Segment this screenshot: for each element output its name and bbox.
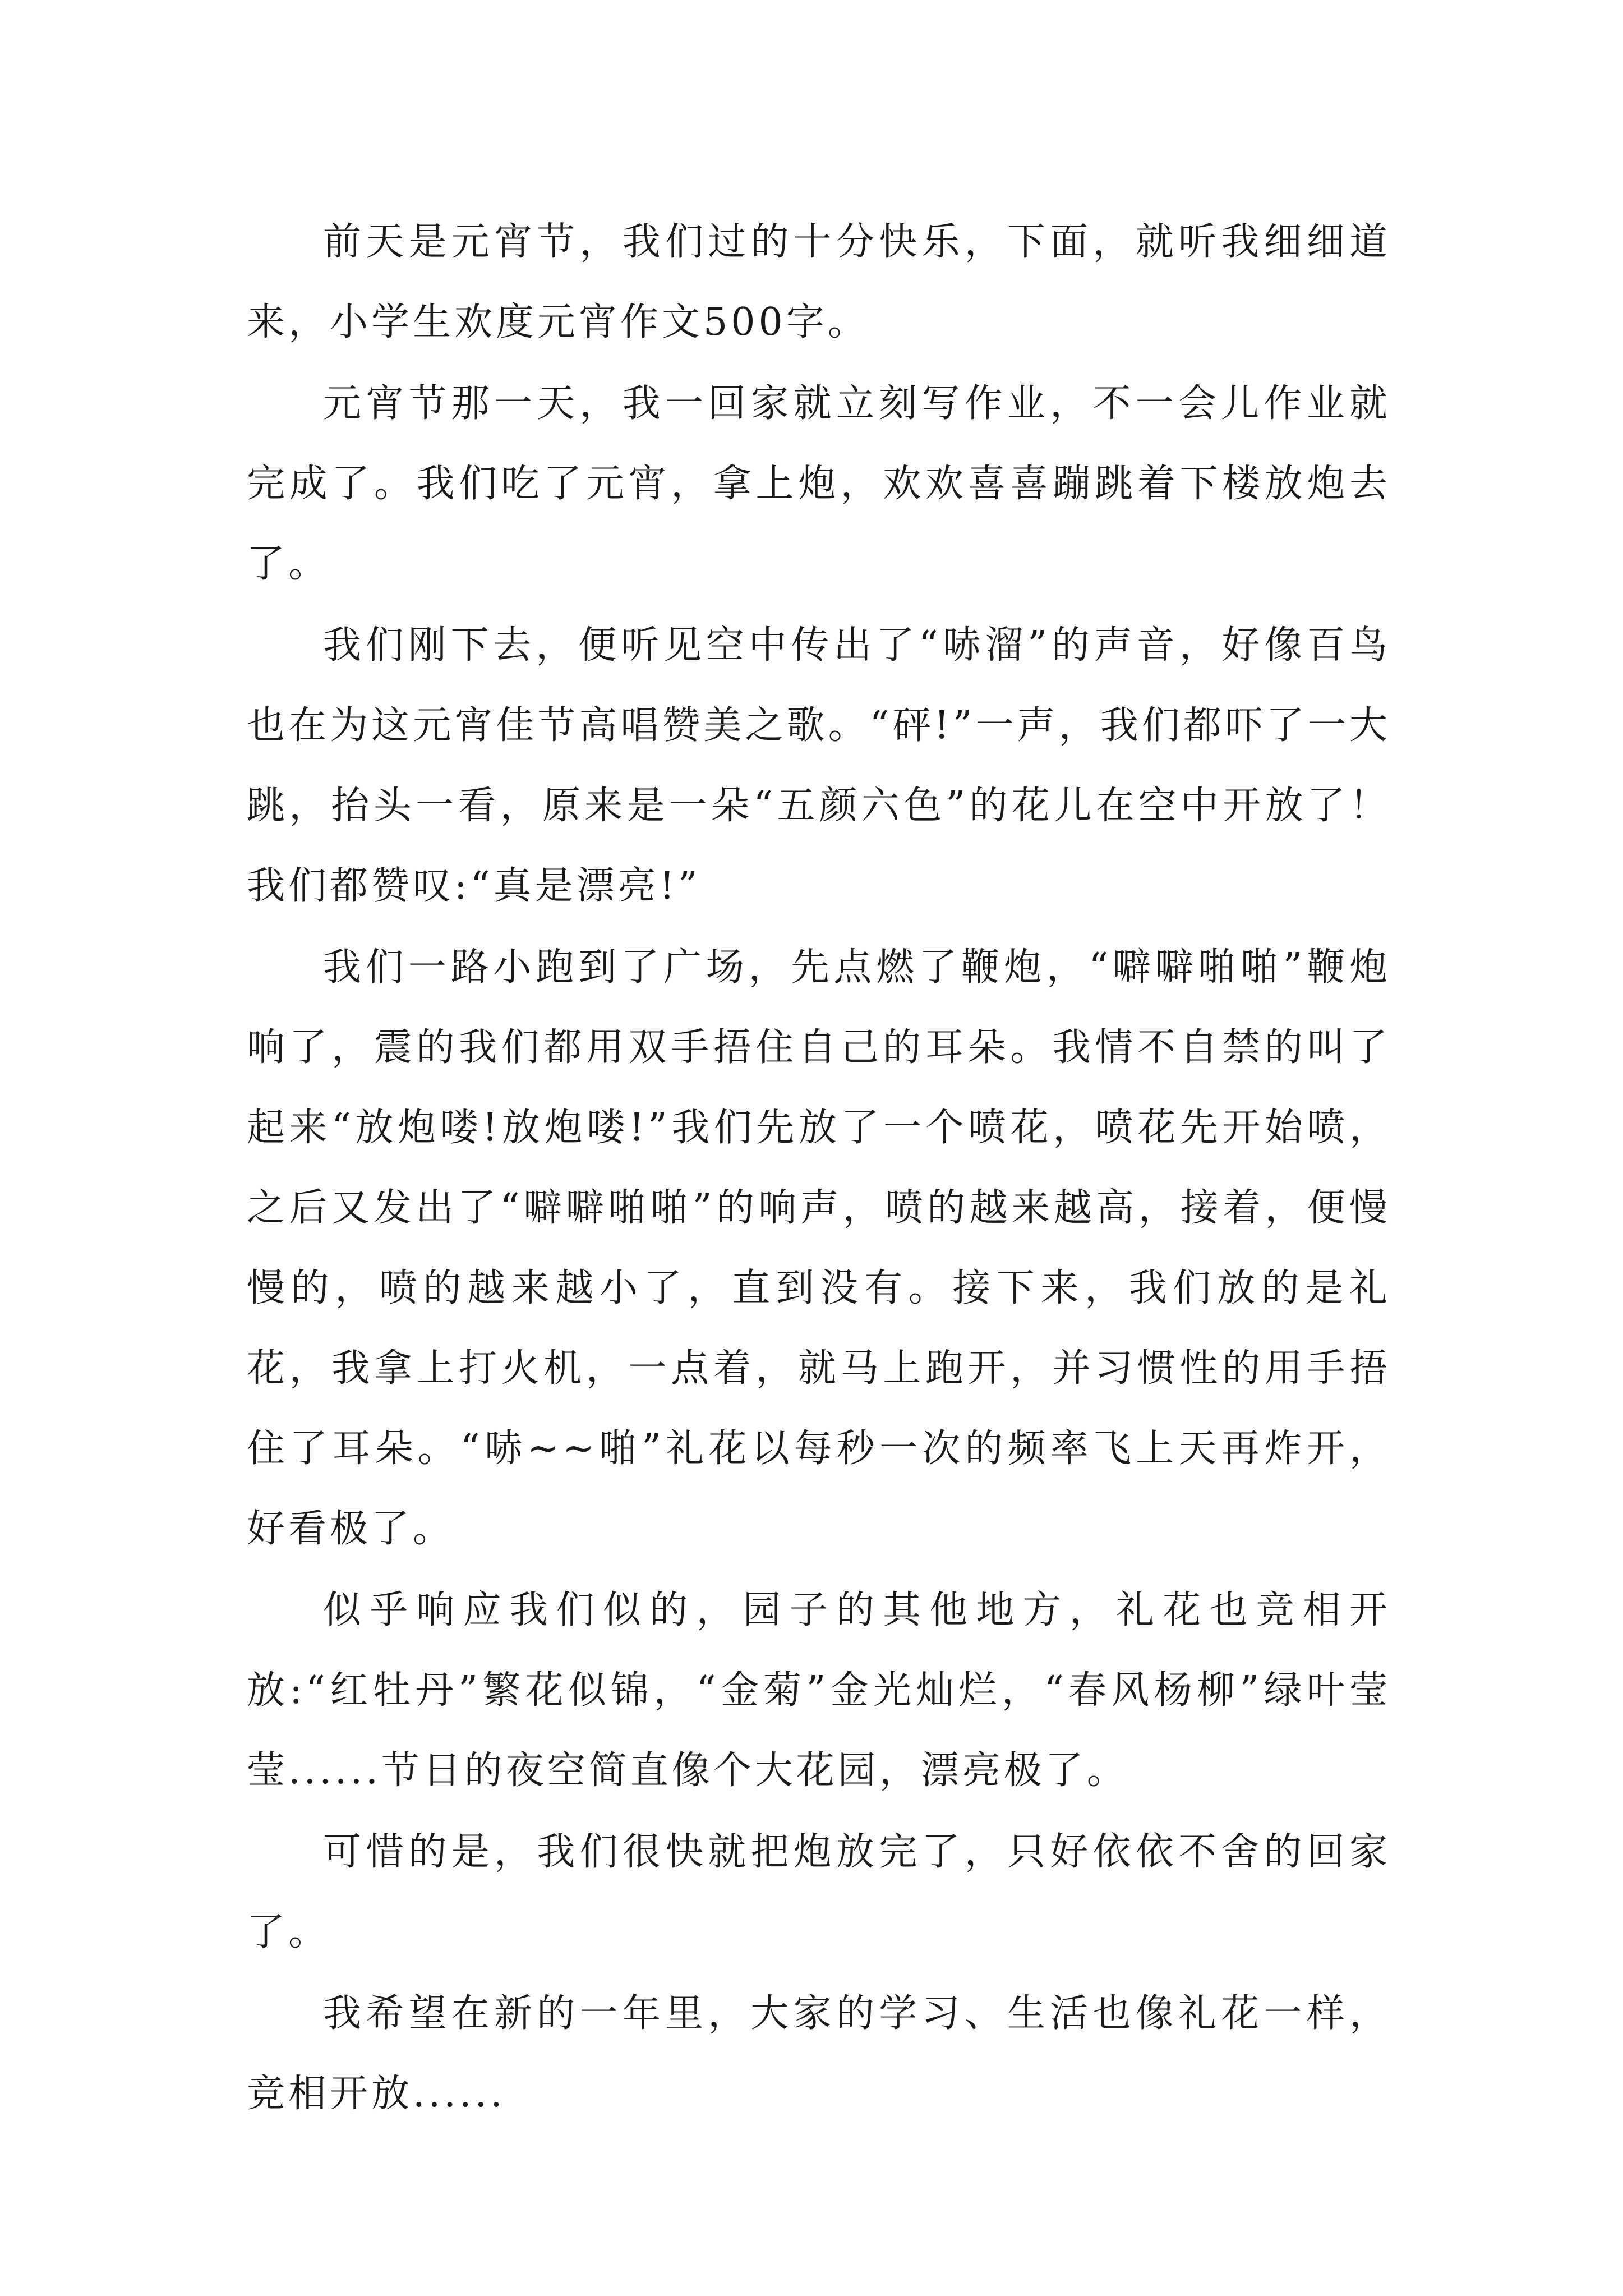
paragraph-homework: 元宵节那一天，我一回家就立刻写作业，不一会儿作业就完成了。我们吃了元宵，拿上炮，欢欢喜喜蹦跳着下楼放炮去了。	[247, 381, 1391, 586]
paragraph-garden-fireworks: 似乎响应我们似的，园子的其他地方，礼花也竞相开放:“红牡丹”繁花似锦，“金菊”金光灿烂，“春风杨柳”绿叶莹莹......节日的夜空简直像个大花园，漂亮极了。	[247, 1588, 1391, 1793]
paragraph-intro: 前天是元宵节，我们过的十分快乐，下面，就听我细细道来，小学生欢度元宵作文500字。	[247, 220, 1391, 344]
paragraph-new-year-wish: 我希望在新的一年里，大家的学习、生活也像礼花一样，竞相开放......	[247, 1991, 1391, 2116]
paragraph-first-firework: 我们刚下去，便听见空中传出了“哧溜”的声音，好像百鸟也在为这元宵佳节高唱赞美之歌。“砰!”一声，我们都吓了一大跳，抬头一看，原来是一朵“五颜六色”的花儿在空中开放了！我们都赞叹:“真是漂亮!”	[247, 623, 1391, 908]
paragraph-square-fireworks: 我们一路小跑到了广场，先点燃了鞭炮，“噼噼啪啪”鞭炮响了，震的我们都用双手捂住自己的耳朵。我情不自禁的叫了起来“放炮喽!放炮喽!”我们先放了一个喷花，喷花先开始喷，之后又发出了“噼噼啪啪”的响声，喷的越来越高，接着，便慢慢的，喷的越来越小了，直到没有。接下来，我们放的是礼花，我拿上打火机，一点着，就马上跑开，并习惯性的用手捂住了耳朵。“哧~~啪”礼花以每秒一次的频率飞上天再炸开，好看极了。	[247, 945, 1391, 1551]
essay-body	[247, 202, 1391, 2135]
paragraph-going-home: 可惜的是，我们很快就把炮放完了，只好依依不舍的回家了。	[247, 1830, 1391, 1954]
